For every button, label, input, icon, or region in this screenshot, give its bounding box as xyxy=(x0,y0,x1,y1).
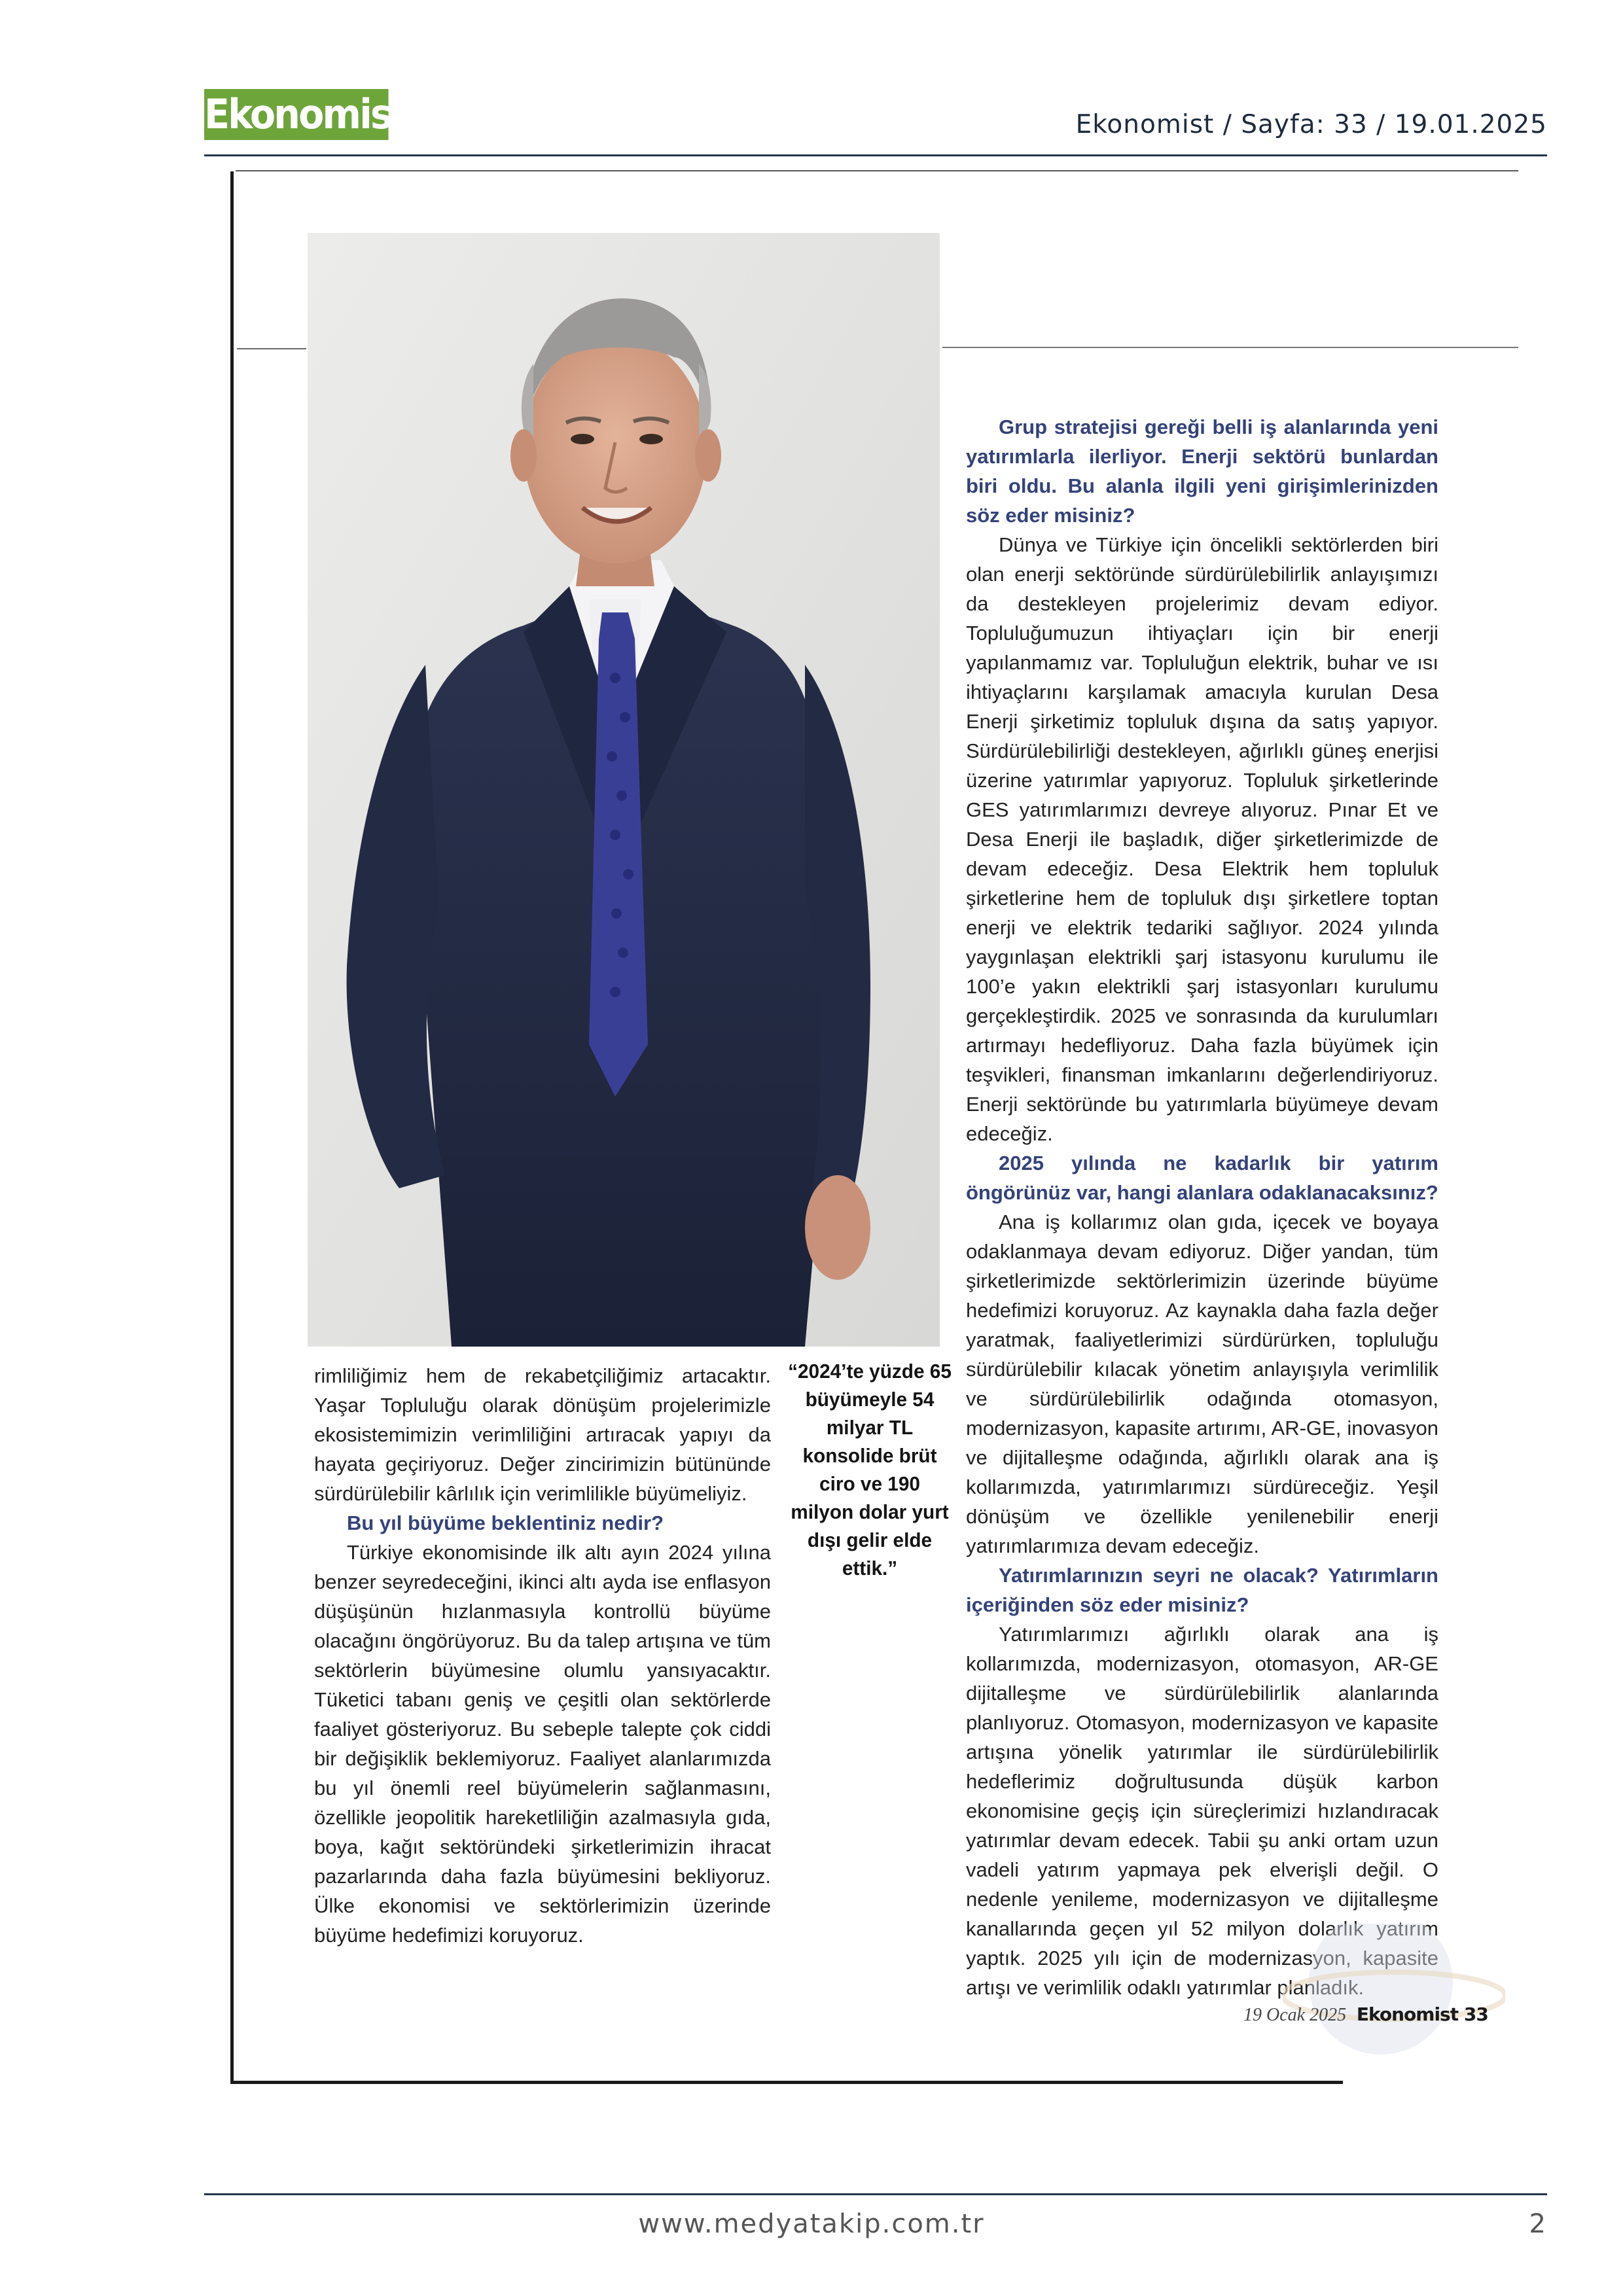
paragraph: Türkiye ekonomisinde ilk altı ayın 2024 yılına benzer seyredeceğini, ikinci altı ayda ise enflasyon düşüşünün hızlanmasıyla kontrollü büyüme olacağını öngörüyoruz. Bu da talep artışına ve tüm sektörlerin büyümesine olumlu yansıyacaktır. Tüketici tabanı geniş ve çeşitli olan sektörlerde faaliyet gösteriyoruz. Bu sebeple talepte çok ciddi bir değişiklik beklemiyoruz. Faaliyet alanlarımızda bu yıl önemli reel büyümelerin sağlanmasını, özellikle jeopolitik hareketliliğin azalmasıyla gıda, boya, kağıt sektöründeki şirketlerimizin ihracat pazarlarında daha fazla büyümesini bekliyoruz. Ülke ekonomisi ve sektörlerimizin üzerinde büyüme hedefimizi koruyoruz. xyxy=(314,1541,771,1947)
decorative-orb xyxy=(1283,1924,1505,2055)
portrait-illustration xyxy=(308,233,940,1347)
column-rule-right xyxy=(942,347,1518,348)
paragraph: rimliliğimiz hem de rekabetçiliğimiz artacaktır. Yaşar Topluluğu olarak dönüşüm projelerimizle ekosistemimizin verimliliğini artıracak yapıyı da hayata geçiriyoruz. Değer zincirimizin bütününde sürdürülebilir kârlılık için verimlilikle büyümeliyiz. xyxy=(314,1364,771,1505)
paragraph: Ana iş kollarımız olan gıda, içecek ve boyaya odaklanmaya devam ediyoruz. Diğer yandan, tüm şirketlerimizde sektörlerimizin üzerinde büyüme hedefimizi koruyoruz. Az kaynakla daha fazla değer yaratmak, faaliyetlerimizi sürdürürken, topluluğu sürdürülebilir kılacak yönetim anlayışıyla verimlilik ve sürdürülebilirlik odağında otomasyon, modernizasyon, kapasite artırımı, AR-GE, inovasyon ve dijitalleşme odağında, ağırlıklı olarak ana iş kollarımızda, yatırımlarımızı sürdüreceğiz. Yeşil dönüşüm ve özellikle yenilenebilir enerji yatırımlarımıza devam edeceğiz. xyxy=(966,1210,1438,1557)
ekonomist-logo: Ekonomist xyxy=(204,89,389,140)
scan-bottom-line xyxy=(230,2081,1343,2084)
folio-brand: Ekonomist 33 xyxy=(1356,2004,1488,2025)
header-meta: Ekonomist / Sayfa: 33 / 19.01.2025 xyxy=(1075,110,1547,139)
footer-page-number: 2 xyxy=(1529,2209,1546,2239)
footer-rule xyxy=(204,2193,1547,2195)
article-right-column xyxy=(966,412,1438,2002)
question-heading: Grup stratejisi gereği belli iş alanlarında yeni yatırımlarla ilerliyor. Enerji sektörü bunlardan biri oldu. Bu alanla ilgili yeni girişimlerinizden söz eder misiniz? xyxy=(966,415,1438,527)
paragraph: Dünya ve Türkiye için öncelikli sektörlerden biri olan enerji sektöründe sürdürülebilirlik anlayışımızı da destekleyen projelerimiz devam ediyor. Topluluğumuzun ihtiyaçları için bir enerji yapılanmamız var. Topluluğun elektrik, buhar ve ısı ihtiyaçlarını karşılamak amacıyla kurulan Desa Enerji şirketimiz topluluk dışına da satış yapıyor. Sürdürülebilirliği destekleyen, ağırlıklı güneş enerjisi üzerine yatırımlar yapıyoruz. Topluluk şirketlerinde GES yatırımlarımızı devreye alıyoruz. Pınar Et ve Desa Enerji ile başladık, diğer şirketlerimizde de devam edeceğiz. Desa Elektrik hem topluluk şirketlerine hem de topluluk dışı şirketlere toptan enerji ve elektrik tedariki sağlıyor. 2024 yılında yaygınlaşan elektrikli şarj istasyonu kurulumu ile 100’e yakın elektrikli şarj istasyonları kurulumu gerçekleştirdik. 2025 ve sonrasında da kurulumları artırmayı hedefliyoruz. Daha fazla büyümek için teşvikleri, finansman imkanlarını değerlendiriyoruz. Enerji sektöründe bu yatırımlarla büyümeye devam edeceğiz. xyxy=(966,533,1438,1145)
question-heading: 2025 yılında ne kadarlık bir yatırım öngörünüz var, hangi alanlara odaklanacaksınız? xyxy=(966,1152,1438,1204)
footer-url[interactable]: www.medyatakip.com.tr xyxy=(638,2209,985,2239)
article-left-column xyxy=(314,1361,771,1950)
page-folio xyxy=(1243,2004,1488,2026)
column-rule-left xyxy=(237,348,306,349)
paragraph: Yatırımlarımızı ağırlıklı olarak ana iş kollarımızda, modernizasyon, otomasyon, AR-GE dijitalleşme ve sürdürülebilirlik alanlarında planlıyoruz. Otomasyon, modernizasyon ve kapasite artışına yönelik yatırımlar ile sürdürülebilirlik hedeflerimiz doğrultusunda düşük karbon ekonomisine geçiş için süreçlerimizi hızlandıracak yatırımlar devam edecek. Tabii şu anki ortam uzun vadeli yatırım yapmaya pek elverişli değil. O nedenle yenileme, modernizasyon ve dijitalleşme kanallarında geçen yıl 52 milyon dolarlık yatırım yaptık. 2025 yılı için de modernizasyon, kapasite artışı ve verimlilik odaklı yatırımlar planladık. xyxy=(966,1623,1438,1999)
scan-top-line xyxy=(236,170,1518,171)
portrait-photo xyxy=(308,233,940,1347)
header-rule xyxy=(204,154,1547,156)
orb-graphic xyxy=(1283,1924,1505,2055)
folio-date: 19 Ocak 2025 xyxy=(1243,2005,1347,2025)
question-heading: Yatırımlarınızın seyri ne olacak? Yatırımların içeriğinden söz eder misiniz? xyxy=(966,1564,1438,1616)
scan-left-border xyxy=(230,171,234,2082)
question-heading: Bu yıl büyüme beklentiniz nedir? xyxy=(347,1511,664,1534)
pull-quote: “2024’te yüzde 65 büyümeyle 54 milyar TL konsolide brüt ciro ve 190 milyon dolar yurt dışı gelir elde ettik.” xyxy=(788,1360,952,1580)
